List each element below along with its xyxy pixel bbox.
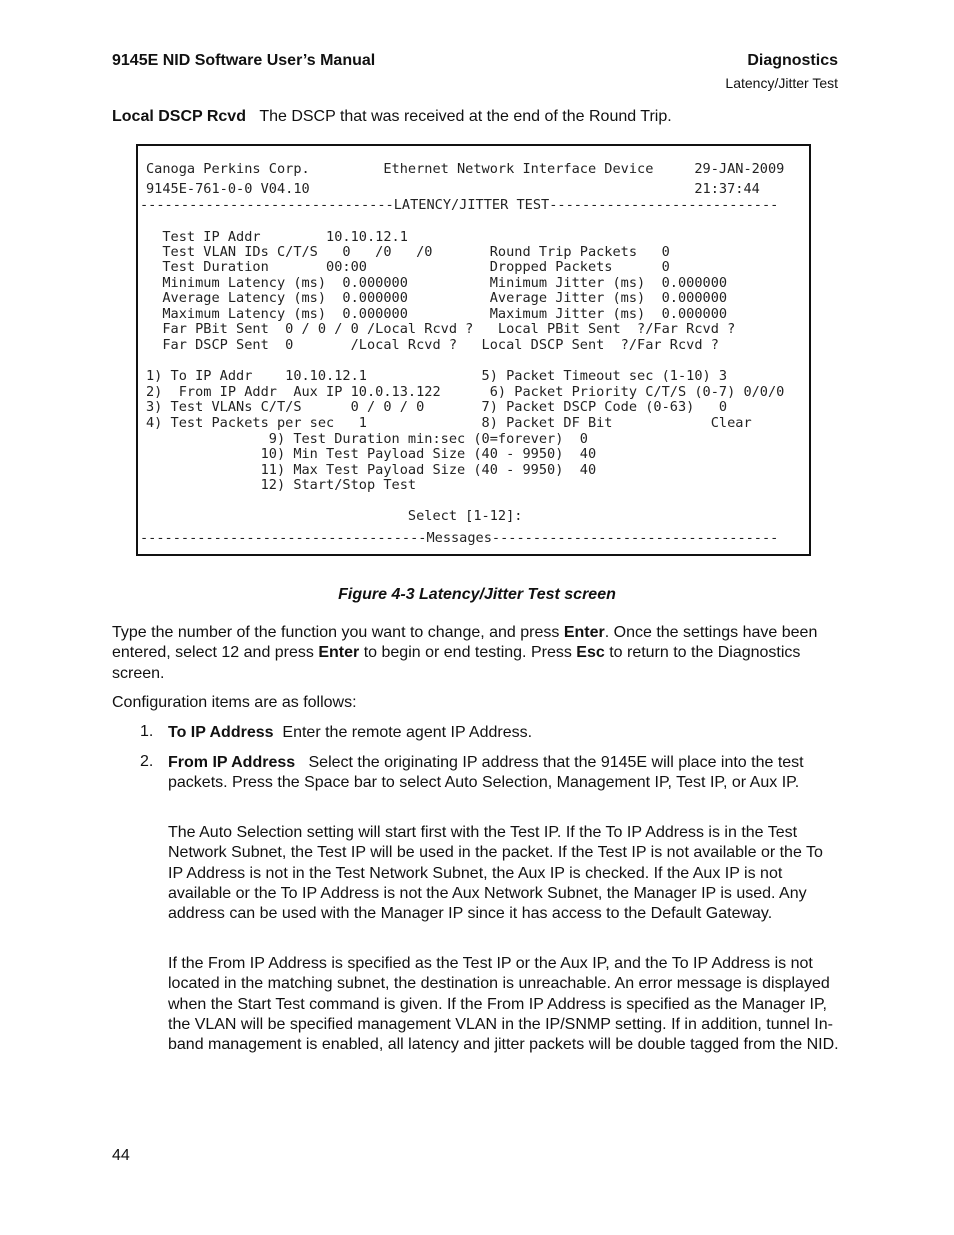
subsection-title: Latency/Jitter Test <box>725 75 838 91</box>
terminal-line: 12) Start/Stop Test <box>146 477 417 493</box>
page-number: 44 <box>112 1147 130 1164</box>
terminal-line: 10) Min Test Payload Size (40 - 9950) 40 <box>146 446 597 462</box>
terminal-messages-bar: -----------------------------------Messages----------------------------------- <box>140 530 779 546</box>
terminal-prompt: Select [1-12]: <box>146 508 523 524</box>
figure-caption: Figure 4-3 Latency/Jitter Test screen <box>338 586 616 603</box>
list-number: 1. <box>140 723 154 740</box>
text-run: Type the number of the function you want to change, and press <box>112 624 564 641</box>
item-paragraph: The Auto Selection setting will start first with the Test IP. If the To IP Address is in the Test Network Subnet, the Test IP will be used in the packet. If the Test IP is not available or the To IP Address is not in the Test Network Subnet, the Aux IP is checked. If the Aux IP is not available or the To IP Address is not the Aux Network Subnet, the Manager IP is used. Any address can be used with the Manager IP since it has access to the Default Gateway. <box>168 824 823 923</box>
terminal-line: 11) Max Test Payload Size (40 - 9950) 40 <box>146 462 597 478</box>
key-esc: Esc <box>576 644 605 662</box>
list-item <box>168 753 842 794</box>
terminal-line: 9145E-761-0-0 V04.10 21:37:44 <box>146 181 760 197</box>
terminal-line: Canoga Perkins Corp. Ethernet Network Interface Device 29-JAN-2009 <box>146 161 785 177</box>
item-text: Select the originating IP address that the 9145E will place into the test packets. Press the Space bar to select Auto Selection, Management IP, Test IP, or Aux IP. <box>168 754 804 792</box>
section-title: Diagnostics <box>747 52 838 69</box>
terminal-line: Maximum Latency (ms) 0.000000 Maximum Jitter (ms) 0.000000 <box>146 306 728 322</box>
terminal-line: 3) Test VLANs C/T/S 0 / 0 / 0 7) Packet DSCP Code (0-63) 0 <box>146 399 728 415</box>
item-term: From IP Address <box>168 754 296 771</box>
terminal-line: -------------------------------LATENCY/JITTER TEST---------------------------- <box>140 197 779 213</box>
item-paragraph: If the From IP Address is specified as the Test IP or the Aux IP, and the To IP Address is not located in the matching subnet, the destination is unreachable. An error message is displayed when the Start Test command is given. If the From IP Address is specified as the Manager IP, the VLAN will be specified management VLAN in the IP/SNMP setting. If in addition, tunnel In-band management is enabled, all latency and jitter packets will be double tagged from the NID. <box>168 955 839 1054</box>
terminal-line: Far DSCP Sent 0 /Local Rcvd ? Local DSCP Sent ?/Far Rcvd ? <box>146 337 719 353</box>
definition-text: The DSCP that was received at the end of the Round Trip. <box>259 108 672 125</box>
text-run: to begin or end testing. Press <box>359 644 577 662</box>
config-intro: Configuration items are as follows: <box>112 694 357 711</box>
terminal-line: Test IP Addr 10.10.12.1 <box>146 229 408 245</box>
key-enter: Enter <box>318 644 360 662</box>
definition-term: Local DSCP Rcvd <box>112 108 246 125</box>
terminal-line: Test Duration 00:00 Dropped Packets 0 <box>146 259 670 275</box>
terminal-line: Test VLAN IDs C/T/S 0 /0 /0 Round Trip Packets 0 <box>146 244 670 260</box>
instructions-paragraph <box>112 623 842 684</box>
item-term: To IP Address <box>168 724 274 741</box>
terminal-line: Far PBit Sent 0 / 0 / 0 /Local Rcvd ? Local PBit Sent ?/Far Rcvd ? <box>146 321 736 337</box>
text-run: to return to the Diagnostics screen. <box>112 644 801 682</box>
terminal-line: 4) Test Packets per sec 1 8) Packet DF Bit Clear <box>146 415 752 431</box>
terminal-line: 2) From IP Addr Aux IP 10.0.13.122 6) Packet Priority C/T/S (0-7) 0/0/0 <box>146 384 785 400</box>
list-number: 2. <box>140 753 154 770</box>
local-dscp-definition <box>112 107 842 127</box>
terminal-line: Minimum Latency (ms) 0.000000 Minimum Jitter (ms) 0.000000 <box>146 275 728 291</box>
terminal-line: 1) To IP Addr 10.10.12.1 5) Packet Timeout sec (1-10) 3 <box>146 368 728 384</box>
text-run: . Once the settings have been entered, select 12 and press <box>112 624 818 662</box>
terminal-line: Average Latency (ms) 0.000000 Average Jitter (ms) 0.000000 <box>146 290 728 306</box>
terminal-line: 9) Test Duration min:sec (0=forever) 0 <box>146 431 588 447</box>
manual-title: 9145E NID Software User’s Manual <box>112 52 376 69</box>
item-text: Enter the remote agent IP Address. <box>282 724 533 741</box>
list-item <box>168 723 842 743</box>
key-enter: Enter <box>563 624 605 641</box>
terminal-screen <box>136 144 811 556</box>
